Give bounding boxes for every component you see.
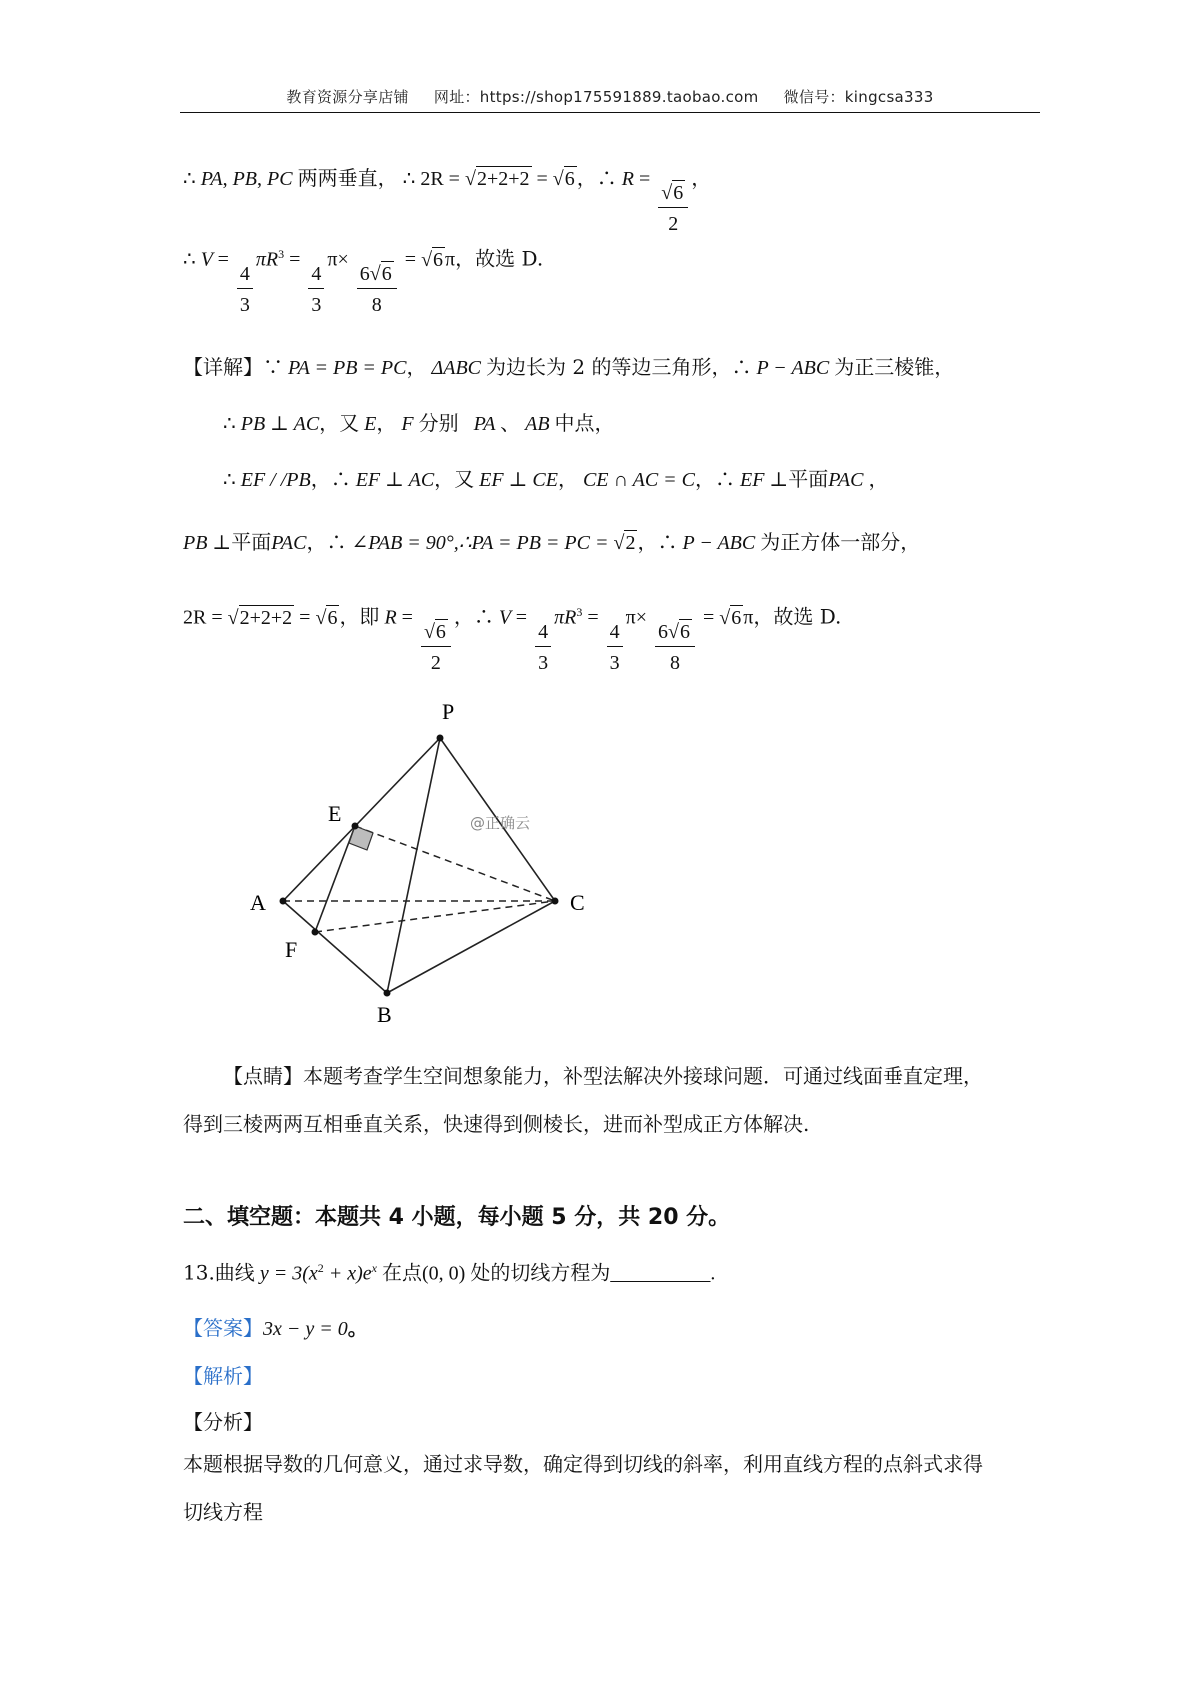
header-shop: 教育资源分享店铺	[286, 88, 409, 106]
section-title: 二、填空题：本题共 4 小题，每小题 5 分，共 20 分。	[183, 1205, 731, 1230]
fenxi-tag: 【分析】	[183, 1410, 263, 1434]
edge-EC	[355, 826, 555, 901]
edge-PA	[283, 738, 440, 901]
answer-value: 3x − y = 0	[263, 1318, 348, 1340]
label-E: E	[328, 801, 342, 826]
edge-AB	[283, 901, 387, 993]
edge-PB	[387, 738, 440, 993]
question-13: 13.曲线 $y = 3(x^2 + x)e^x$ 在点(0, 0) 处的切线方程为__________.	[183, 1260, 716, 1285]
label-P: P	[442, 699, 455, 724]
vertex-A	[280, 898, 287, 905]
answer-tag: 【答案】	[183, 1316, 263, 1340]
watermark: @正确云	[470, 814, 531, 832]
answer-line: 【答案】3x − y = 0。	[183, 1316, 368, 1340]
solution-line-1: ∴ PA, PB, PC 两两垂直， ∴ 2R = √2+2+2 = √6 ，∴ R = $\frac{√6}{2}$ ，	[183, 166, 712, 235]
label-C: C	[570, 890, 585, 915]
header-rule	[180, 112, 1040, 113]
vertex-P	[437, 735, 444, 742]
vertex-E	[352, 823, 359, 830]
label-A: A	[250, 890, 266, 915]
solution-line-5: ∴ EF / /PB，∴ EF ⊥ AC，又 EF ⊥ CE， CE ∩ AC = C，∴ EF ⊥平面PAC ，	[223, 467, 889, 491]
jiexi-tag: 【解析】	[183, 1364, 263, 1388]
page-header	[180, 86, 1040, 112]
vertex-F	[312, 929, 319, 936]
solution-line-6: PB ⊥平面PAC，∴ ∠PAB = 90°,∴PA = PB = PC = √2 ，∴ P − ABC 为正方体一部分，	[183, 530, 921, 554]
header-site: 网址：https://shop175591889.taobao.com	[433, 88, 759, 106]
solution-line-2: ∴ V = $\frac{4}{3}$ $\pi R^3$ = $\frac{4}{3}$ π× $\frac{6√6}{8}$ = √6 π，故选 D.	[183, 246, 544, 316]
solution-line-7: 2R = √2+2+2 = √6 ，即 R = $\frac{√6}{2}$ ，∴ V = $\frac{4}{3}$ $\pi R^3$ = $\frac{4}{3}$ π× $\frac{6√6}{8}$ = √6 π，故选 D.	[183, 604, 842, 674]
vertex-C	[552, 898, 559, 905]
header-wechat: 微信号：kingcsa333	[783, 88, 934, 106]
dianjing-paragraph: 【点睛】本题考查学生空间想象能力，补型法解决外接球问题．可通过线面垂直定理， 得到三棱两两互相垂直关系，快速得到侧棱长，进而补型成正方体解决.	[183, 1064, 983, 1136]
label-F: F	[285, 937, 298, 962]
edge-FC	[315, 901, 555, 932]
edge-BC	[387, 901, 555, 993]
label-B: B	[377, 1002, 392, 1027]
vertex-B	[384, 990, 391, 997]
solution-line-3: 【详解】∵ PA = PB = PC， ΔABC 为边长为 2 的等边三角形，∴ P − ABC 为正三棱锥，	[183, 355, 955, 379]
fenxi-paragraph: 本题根据导数的几何意义，通过求导数，确定得到切线的斜率，利用直线方程的点斜式求得 切线方程	[183, 1452, 983, 1524]
tetrahedron-figure	[230, 695, 610, 1035]
solution-line-4: ∴ PB ⊥ AC，又 E， F 分别 PA 、 AB 中点，	[223, 411, 615, 435]
